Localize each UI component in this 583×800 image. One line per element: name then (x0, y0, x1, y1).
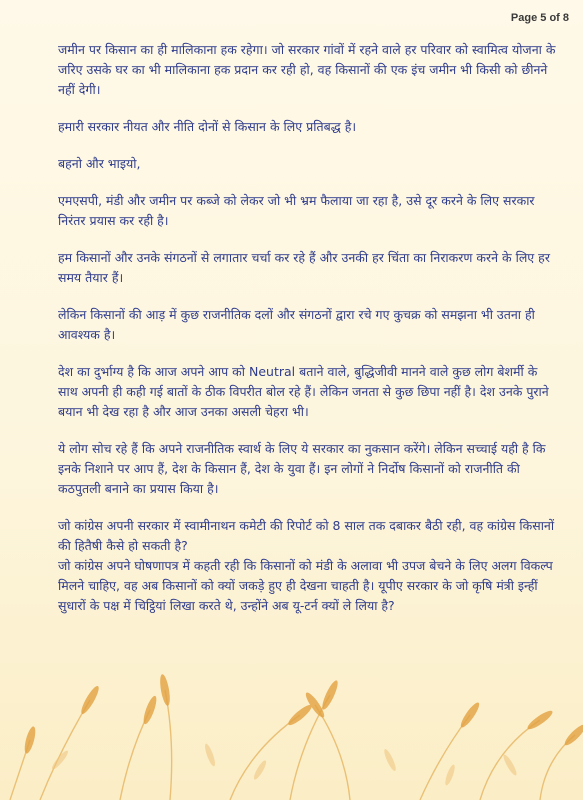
paragraph: लेकिन किसानों की आड़ में कुछ राजनीतिक दलों और संगठनों द्वारा रचे गए कुचक्र को समझना भी उतना ही आवश्यक है। (58, 307, 535, 342)
paragraph: हमारी सरकार नीयत और नीति दोनों से किसान के लिए प्रतिबद्ध है। (58, 119, 357, 134)
paragraph: जमीन पर किसान का ही मालिकाना हक रहेगा। जो सरकार गांवों में रहने वाले हर परिवार को स्वामित्व योजना के जरिए उसके घर का भी मालिकाना हक प्रदान कर रही हो, वह किसानों की एक इंच जमीन भी किसी को छीनने नहीं देगी। (58, 42, 556, 97)
page-number: Page 5 of 8 (510, 12, 569, 24)
paragraph: जो कांग्रेस अपनी सरकार में स्वामीनाथन कमेटी की रिपोर्ट को 8 साल तक दबाकर बैठी रही, वह कांग्रेस किसानों की हितैषी कैसे हो सकती है? (58, 518, 555, 553)
paragraph: बहनो और भाइयो, (58, 156, 141, 171)
wheat-field-illustration (0, 660, 583, 800)
document-body (58, 40, 558, 633)
paragraph: हम किसानों और उनके संगठनों से लगातार चर्चा कर रहे हैं और उनकी हर चिंता का निराकरण करने के लिए हर समय तैयार हैं। (58, 250, 550, 285)
paragraph: एमएसपी, मंडी और जमीन पर कब्जे को लेकर जो भी भ्रम फैलाया जा रहा है, उसे दूर करने के लिए सरकार निरंतर प्रयास कर रही है। (58, 193, 535, 228)
paragraph: देश का दुर्भाग्य है कि आज अपने आप को Neutral बताने वाले, बुद्धिजीवी मानने वाले कुछ लोग बेशर्मी के साथ अपनी ही कही गई बातों के ठीक विपरीत बोल रहे हैं। लेकिन जनता से कुछ छिपा नहीं है। देश उनके पुराने बयान भी देख रहा है और आज उनका असली चेहरा भी। (58, 364, 549, 419)
paragraph: जो कांग्रेस अपने घोषणापत्र में कहती रही कि किसानों को मंडी के अलावा भी उपज बेचने के लिए अलग विकल्प मिलने चाहिए, वह अब किसानों को क्यों जकड़े हुए ही देखना चाहती है। यूपीए सरकार के जो कृषि मंत्री इन्हीं सुधारों के पक्ष में चिट्ठियां लिखा करते थे, उन्होंने अब यू-टर्न क्यों ले लिया है? (58, 558, 553, 613)
paragraph: ये लोग सोच रहे हैं कि अपने राजनीतिक स्वार्थ के लिए ये सरकार का नुकसान करेंगे। लेकिन सच्चाई यही है कि इनके निशाने पर आप हैं, देश के किसान हैं, देश के युवा हैं। इन लोगों ने निर्दोष किसानों को राजनीति की कठपुतली बनाने का प्रयास किया है। (58, 441, 546, 496)
